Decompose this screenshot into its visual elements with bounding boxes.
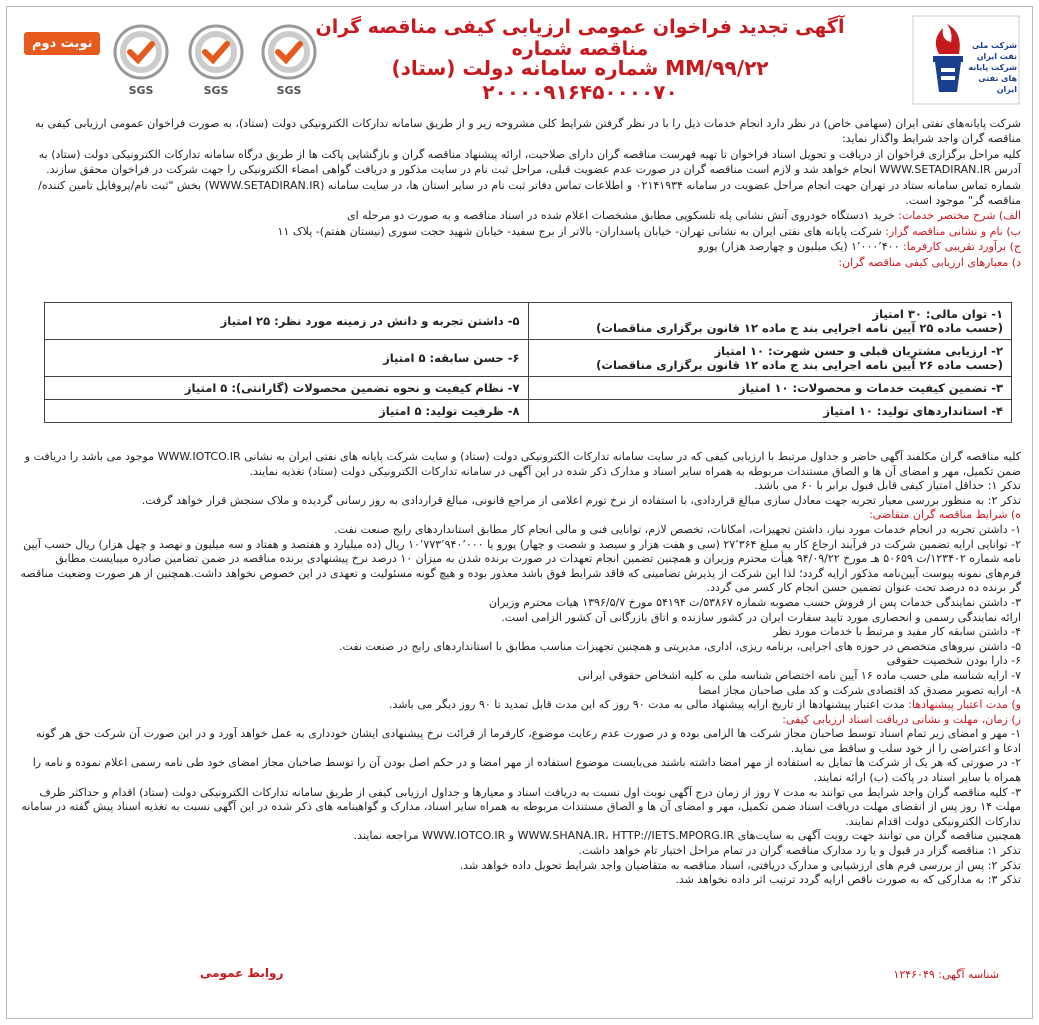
table-row [45, 377, 1012, 400]
nioc-logo [911, 14, 1021, 106]
ad-header [0, 0, 1039, 110]
body-section [18, 450, 1021, 888]
section-z-label: ز) زمان، مهلت و نشانی دریافت اسناد ارزیابی کیفی: [782, 712, 1021, 726]
z-item: تذکر ۲: پس از بررسی فرم های ارزشیابی و مدارک دریافتی، اسناد مناقصه به متقاضیان واجد شرایط تحویل داده خواهد شد. [459, 858, 1021, 872]
item-c [18, 239, 1021, 254]
body-paragraph: کلیه مناقصه گران مکلفند آگهی حاضر و جداول مرتبط با ارزیابی کیفی که در سایت سامانه تدارکات الکترونیکی دولت (ستاد) و سایت شرکت پایانه های نفتی ایران به نشانی WWW.IOTCO.IR موجود می باشد را دریافت و ضمن تکمیل، مهر و امضای آن ها و الصاق مستندات مربوطه به همراه سایر اسناد و مدارک ذکر شده در این آگهی در سامانه تدارکات الکترونیکی دولت (ستاد) تغذیه نمایند. [24, 450, 1021, 478]
criteria-cell: ۷- نظام کیفیت و نحوه تضمین محصولات (گارانتی): ۵ امتیاز [45, 377, 529, 400]
criteria-cell: ۸- ظرفیت تولید: ۵ امتیاز [45, 400, 529, 423]
body-paragraph: تذکر ۱: حداقل امتیاز کیفی قابل قبول برابر با ۶۰ می باشد. [754, 479, 1021, 493]
section-h-label: ه) شرایط مناقصه گران متقاضی: [869, 508, 1021, 522]
item-b-label: ب) نام و نشانی مناقصه گزار: [885, 224, 1021, 238]
condition-item: ۸- ارایه تصویر مصدق کد اقتصادی شرکت و کد ملی صاحبان مجاز امضا [698, 683, 1021, 697]
public-relations-signature: روابط عمومی [200, 966, 284, 980]
table-row [45, 400, 1012, 423]
condition-item: ۷- ارایه شناسه ملی حسب ماده ۱۶ آیین نامه اختصاص شناسه ملی به کلیه اشخاص حقوقی ایرانی [577, 668, 1021, 682]
item-v-value: مدت اعتبار پیشنهادها از تاریخ ارایه پیشنهاد مالی به مدت ۹۰ روز که این مدت قابل تمدید تا ۹۰ روز دیگر می باشد. [388, 698, 905, 712]
sgs-seal-icon [110, 22, 172, 100]
criteria-cell: ۱- توان مالی: ۳۰ امتیاز (حسب ماده ۲۵ آیین نامه اجرایی بند ج ماده ۱۲ قانون برگزاری مناقصات) [528, 303, 1012, 340]
item-v-label: و) مدت اعتبار پیشنهادها: [908, 698, 1021, 712]
intro-paragraph: شماره تماس سامانه ستاد در تهران جهت انجام مراحل عضویت در سامانه ۰۲۱۴۱۹۳۴ و اطلاعات تماس دفاتر ثبت نام در سایر استان ها، در سایت سامانه (WWW.SETADIRAN.IR) بخش "ثبت نام/پروفایل تامین کننده/مناقصه گر" موجود است. [38, 178, 1021, 208]
z-item: ۱- مهر و امضای زیر تمام اسناد توسط صاحبان مجاز شرکت ها الزامی بوده و در صورت عدم رعایت موضوع، کارفرما از قرائت نرخ پیشنهادی ایشان خودداری به عمل خواهد آورد و در این صورت آن شرکت حق هر گونه ادعا و اعتراضی را از خود سلب و ساقط می نماید. [35, 727, 1021, 755]
item-c-label: ج) برآورد تقریبی کارفرما: [902, 240, 1021, 254]
intro-section [18, 116, 1021, 270]
z-item: تذکر ۳: به مدارکی که به صورت ناقص ارایه گردد ترتیب اثر داده نخواهد شد. [675, 873, 1021, 887]
z-item: ۳- کلیه مناقصه گران واجد شرایط می توانند به مدت ۷ روز از زمان درج آگهی نوبت اول نسبت به دریافت اسناد و معیارها و جداول ارزیابی کیفی از طریق سامانه تدارکات الکترونیکی دولت (ستاد) اقدام و حداکثر ظرف مهلت ۱۴ روز پس از انقضای مهلت دریافت اسناد ضمن تکمیل، مهر و امضای آن ها و الصاق مستندات مربوطه به همراه سایر اسناد، مدارک و گواهینامه های ذکر شده در این آگهی نسبت به تغذیه اسناد پیش گفته در سامانه تدارکات الکترونیکی دولت اقدام نمایند. [21, 785, 1021, 828]
logo-text [963, 40, 1017, 95]
sgs-label: SGS [276, 84, 302, 97]
condition-item: ۱- داشتن تجربه در انجام خدمات مورد نیاز، داشتن تجهیزات، امکانات، تخصص لازم، توانایی فنی و مالی انجام کار مطابق استانداردهای رایج صنعت نفت. [334, 522, 1021, 536]
sgs-label: SGS [128, 84, 154, 97]
intro-paragraph: شرکت پایانه‌های نفتی ایران (سهامی خاص) در نظر دارد انجام خدمات ذیل را با در نظر گرفتن شرایط کلی مشروحه زیر و از طریق سامانه تدارکات الکترونیکی دولت (ستاد)، به صورت فراخوان عمومی ارزیابی کیفی به مناقصه گران واجد شرایط واگذار نماید: [35, 117, 1021, 146]
sgs-seal-icon [185, 22, 247, 100]
table-row [45, 340, 1012, 377]
criteria-cell: ۴- استانداردهای تولید: ۱۰ امتیاز [528, 400, 1012, 423]
criteria-cell: ۶- حسن سابقه: ۵ امتیاز [45, 340, 529, 377]
sgs-seal-icon [258, 22, 320, 100]
second-round-badge: نوبت دوم [24, 32, 100, 55]
ad-id: شناسه آگهی: ۱۲۴۶۰۴۹ [893, 968, 999, 981]
item-b [18, 224, 1021, 239]
condition-item: ۲- توانایی ارایه تضمین شرکت در فرآیند ارجاع کار به مبلغ ۲۷٬۳۶۴ (سی و هفت هزار و سیصد و شصت و چهار) یورو یا ۱۰٬۷۷۳٬۹۴۰٬۰۰۰ ریال (ده میلیارد و هفتصد و هفتاد و سه میلیون و نهصد و چهل هزار) ریال حسب آیین نامه شماره ۱۲۳۴۰۲/ت ۵۰۶۵۹ هـ مورخ ۹۴/۰۹/۲۲ هیأت محترم وزیران و همچنین تضمین انجام تعهدات در صورت برنده شدن به میزان ۱۰ درصد نرخ پیشنهادی برنده مناقصه در ضمن تضامین صادره میبایست مطابق فرم‌های نمونه پیوست آیین‌نامه مذکور ارایه گردد؛ لذا این شرکت از پذیرش تضامینی که فاقد شرایط فوق باشد معذور بوده و هیچ گونه مسئولیت و تعهدی در این خصوص نخواهد داشت.همچنین از هر صورت وضعیت مناقصه گر برنده ده درصد تحت عنوان تضمین حسن انجام کار کسر می گردد. [20, 537, 1021, 595]
item-a [18, 208, 1021, 223]
criteria-cell: ۳- تضمین کیفیت خدمات و محصولات: ۱۰ امتیاز [528, 377, 1012, 400]
criteria-table [44, 302, 1012, 423]
item-c-value: ۱٬۰۰۰٬۴۰۰ (یک میلیون و چهارصد هزار) یورو [698, 240, 900, 254]
criteria-cell: ۲- ارزیابی مشتریان قبلی و حسن شهرت: ۱۰ امتیاز (حسب ماده ۲۶ آیین نامه اجرایی بند ج ماده ۱۲ قانون برگزاری مناقصات) [528, 340, 1012, 377]
body-paragraph: تذکر ۲: به منظور بررسی معیار تجربه جهت معادل سازی مبالغ قراردادی، با استفاده از نرخ تورم اعلامی از مراجع قانونی، مبالغ قراردادی به روز رسانی گردیده و ملاک سنجش قرار خواهد گرفت. [141, 493, 1021, 507]
z-item: همچنین مناقصه گران می توانند جهت رویت آگهی به سایت‌های WWW.SHANA.IR، HTTP://IETS.MPORG.IR و WWW.IOTCO.IR مراجعه نمایند. [353, 829, 1021, 843]
logo-text-2: شرکت پایانه های نفتی ایران [968, 63, 1017, 94]
intro-paragraph: کلیه مراحل برگزاری فراخوان از دریافت و تحویل اسناد فراخوان تا تهیه فهرست مناقصه گران دارای صلاحیت، ارائه پیشنهاد مناقصه گران و بازگشایی پاکت ها از طریق درگاه سامانه تدارکات الکترونیکی دولت (ستاد) به آدرس WWW.SETADIRAN.IR انجام خواهد شد و لازم است مناقصه گران در صورت عدم عضویت قبلی، مراحل ثبت نام در سایت مذکور و دریافت گواهی امضاء الکترونیکی را جهت شرکت در فراخوان محقق سازند. [38, 147, 1021, 177]
z-item: تذکر ۱: مناقصه گزار در قبول و یا رد مدارک مناقصه گران در تمام مراحل اختیار تام خواهد داشت. [578, 844, 1021, 858]
item-a-label: الف) شرح مختصر خدمات: [898, 209, 1021, 223]
criteria-cell: ۵- داشتن تجربه و دانش در زمینه مورد نظر: ۲۵ امتیاز [45, 303, 529, 340]
sgs-label: SGS [203, 84, 229, 97]
condition-item: ۳- داشتن نمایندگی خدمات پس از فروش حسب مصوبه شماره ۵۳۸۶۷/ت ۵۴۱۹۴ مورخ ۱۳۹۶/۵/۷ هیات محترم وزیران [488, 595, 1021, 609]
z-item: ۲- در صورتی که هر یک از شرکت ها تمایل به استفاده از مهر امضا داشته باشند می‌بایست موضوع استفاده از مهر امضا و در حکم اصل بودن آن را توسط صاحبان مجاز امضای خود طی نامه رسمی اعلام نموده و نامه را همراه با سایر اسناد در پاکت (ب) ارائه نمایند. [32, 756, 1021, 785]
item-v [18, 698, 1021, 713]
condition-item: ارائه نمایندگی رسمی و انحصاری مورد تایید سفارت ایران در کشور سازنده و اتاق بازرگانی آن کشور الزامی است. [501, 610, 1021, 624]
table-row [45, 303, 1012, 340]
logo-text-1: شرکت ملی نفت ایران [971, 41, 1017, 61]
condition-item: ۶- دارا بودن شخصیت حقوقی [886, 654, 1021, 668]
ad-title-line2: MM/۹۹/۲۲ شماره سامانه دولت (ستاد) ۲۰۰۰۰۹۱۶۴۵۰۰۰۰۷۰ [391, 56, 769, 104]
ad-title-line1: آگهی تجدید فراخوان عمومی ارزیابی کیفی مناقصه گران مناقصه شماره [315, 16, 845, 60]
item-d-label: د) معیارهای ارزیابی کیفی مناقصه گران: [838, 255, 1021, 269]
item-b-value: شرکت پایانه های نفتی ایران به نشانی تهران- خیابان پاسداران- بالاتر از برج سفید- خیابان شهید حجت سوری (نیستان هفتم)- پلاک ۱۱ [277, 224, 882, 238]
condition-item: ۵- داشتن نیروهای متخصص در حوزه های اجرایی، برنامه ریزی، اداری، مدیریتی و همچنین تجهیزات مناسب مطابق با استانداردهای رایج در صنعت نفت. [339, 639, 1021, 653]
item-a-value: خرید ۱دستگاه خودروی آتش نشانی پله تلسکوپی مطابق مشخصات اعلام شده در اسناد مناقصه و به صورت دو مرحله ای [346, 209, 895, 223]
condition-item: ۴- داشتن سابقه کار مفید و مرتبط با خدمات مورد نظر [773, 625, 1021, 639]
